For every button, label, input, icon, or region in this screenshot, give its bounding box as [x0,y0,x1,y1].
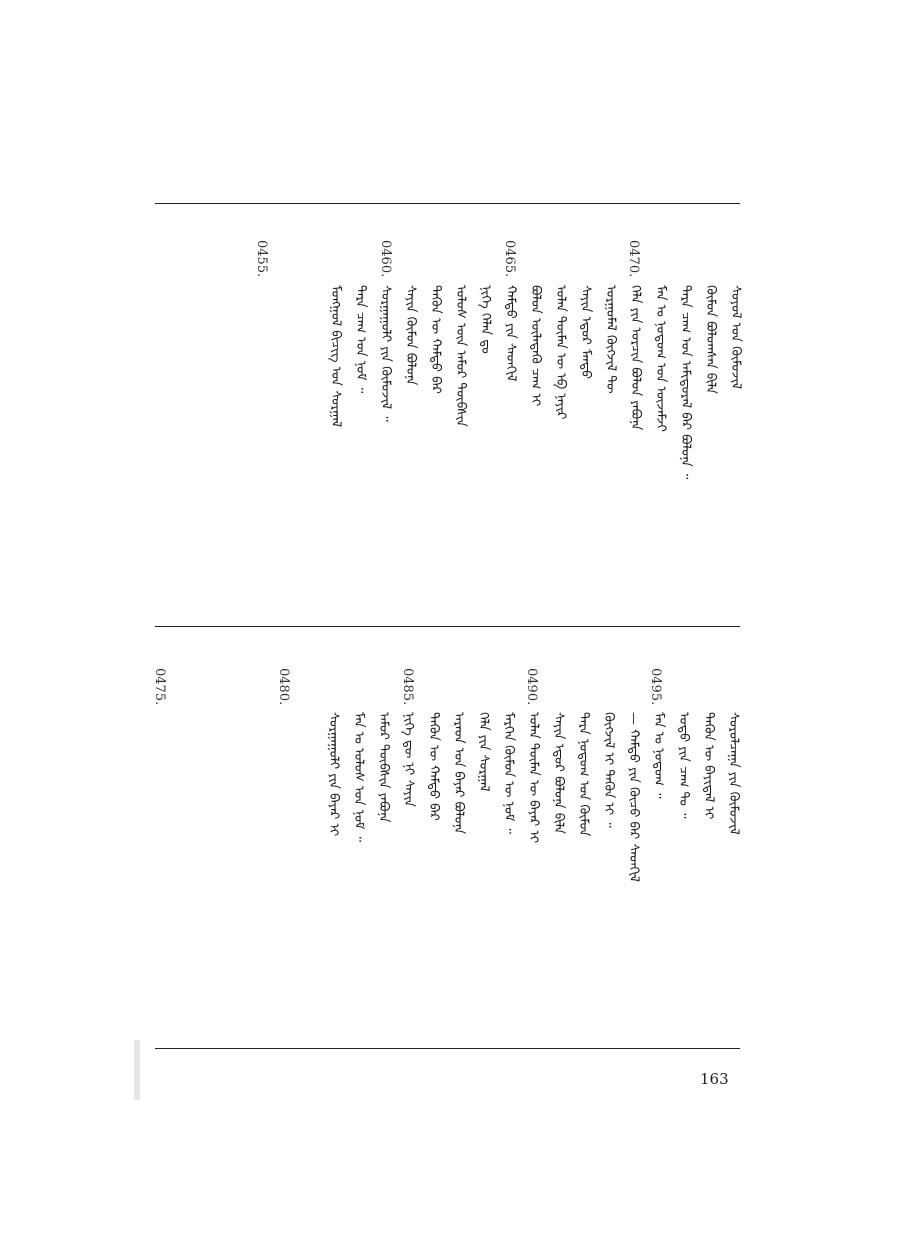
line-number: 0465. [502,240,517,278]
verse-line: ᠮᠣᠩᠭᠣᠯ ᠪᠢᠴᠢᠭ ᠤᠨ ᠰᠤᠷᠭᠠᠯ [328,285,343,428]
verse-line: ᠰᠣᠶᠣᠯ ᠤᠨ ᠬᠥᠮᠦᠵᠢᠯ [728,285,743,390]
line-number: 0455. [254,240,269,278]
verse-line: ᠠᠮᠤᠷ ᠲᠦᠪᠰᠢᠨ ᠶᠠᠪᠤᠨᠠ [376,712,391,823]
verse-line: ᠣᠳᠣ ᠶᠢᠨ ᠴᠠᠭ ᠲᠤ ᠃ [676,712,691,819]
verse-line: ᠤᠷᠭᠤᠮᠠᠯ ᠬᠥᠭᠵᠢᠯ ᠲᠦ [603,285,618,394]
line-number: 0475. [152,668,167,706]
page-number: 163 [700,1070,729,1088]
verse-line: ᠰᠤᠷᠭᠠᠭᠤᠯᠢ ᠶᠢᠨ ᠬᠥᠮᠦᠵᠢᠯ ᠃ [378,285,393,422]
line-number: 0470. [626,240,641,278]
verse-line: ᠲᠡᠭᠦᠨ ᠦ ᠬᠠᠮᠲᠤ ᠪᠡᠷ [428,285,443,394]
verse-line: ᠬᠡᠯᠡ ᠶᠢᠨ ᠣᠷᠴᠢᠨ ᠪᠣᠯᠤᠨ ᠶᠠᠪᠤᠨᠠ [628,285,643,431]
verse-line: ᠲᠡᠷᠡ ᠴᠠᠭ ᠤᠨ ᠨᠣᠮ ᠃ [353,285,368,394]
verse-line: ᠮᠠᠨ ᠤ ᠤᠯᠤᠰ ᠤᠨ ᠨᠣᠮ ᠃ [351,712,366,843]
verse-line: ᠪᠣᠯᠤᠨ ᠦᠯᠡᠳᠡᠬᠦ ᠴᠠᠭ ᠢ [528,285,543,407]
line-number: 0495. [648,668,663,706]
verse-line: ᠰᠠᠶᠢᠨ ᠡᠳᠦᠷ ᠪᠣᠯᠤᠨᠠ ᠪᠢᠯᠡ [551,712,566,834]
verse-line: ᠣᠯᠠᠨ ᠲᠦᠮᠡᠨ ᠦ ᠡᠪ ᠨᠠᠶᠢᠷ [553,285,568,420]
verse-line: ᠨᠢᠭᠡ ᠳᠦ ᠨᠢ ᠰᠠᠶᠢᠨ [401,712,416,807]
verse-line: ᠰᠤᠷᠤᠯᠴᠠᠭᠠ ᠶᠢᠨ ᠬᠥᠮᠦᠵᠢᠯ [726,712,741,835]
line-number: 0490. [524,668,539,706]
verse-line: ᠬᠠᠮᠲᠤ ᠶᠢᠨ ᠰᠡᠳᠬᠢᠯ [503,285,518,382]
verse-line: ᠲᠡᠷᠡ ᠨᠤᠲᠤᠭ ᠤᠨ ᠬᠦᠮᠦᠨ [576,712,591,837]
verse-line: ᠰᠠᠶᠢᠨ ᠡᠳᠦᠷ ᠮᠡᠨᠳᠦ [578,285,593,380]
verse-line: ᠬᠡᠯᠡ ᠶᠢᠨ ᠰᠤᠷᠭᠠᠯ [476,712,491,792]
verse-line: ᠲᠡᠷᠡ ᠴᠠᠭ ᠤᠨ ᠠᠮᠢᠳᠤᠷᠠᠯ ᠪᠠᠷ ᠪᠣᠯᠤᠨᠠ ᠃ [678,285,693,480]
verse-line: ᠲᠡᠭᠦᠨ ᠦ ᠪᠠᠶᠢᠳᠠᠯ ᠢ [701,712,716,820]
verse-line: ᠲᠡᠭᠦᠨ ᠦ ᠬᠠᠮᠲᠤ ᠪᠡᠷ [426,712,441,821]
verse-line: ᠮᠡᠷᠭᠡᠨ ᠬᠦᠮᠦᠨ ᠦ ᠨᠣᠮ ᠃ [501,712,516,834]
verse-line: ᠬᠥᠭᠵᠢᠯ ᠢ ᠲᠡᠭᠦᠨ ᠢ ᠃ [601,712,616,828]
verse-line: ᠰᠠᠶᠢᠨ ᠬᠦᠮᠦᠨ ᠪᠣᠯᠤᠨᠠ [403,285,418,386]
verse-line: ᠨᠢᠭᠡ ᠬᠡᠯᠡᠨ ᠳᠤ [478,285,493,354]
line-number: 0460. [378,240,393,278]
verse-line: ᠠᠷᠠᠳ ᠤᠨ ᠪᠠᠶᠠᠷ ᠪᠣᠯᠤᠨᠠ [451,712,466,835]
verse-line: ᠮᠠᠨ ᠤ ᠨᠤᠲᠤᠭ ᠤᠨ ᠦᠵᠡᠮᠵᠢ [653,285,668,432]
verse-line: ᠬᠦᠮᠦᠨ ᠪᠣᠯᠣᠭᠰᠠᠨ ᠪᠢᠯᠡ [703,285,718,394]
verse-line: ᠣᠯᠠᠨ ᠲᠦᠮᠡᠨ ᠦ ᠪᠠᠶᠠᠷ ᠢ [526,712,541,844]
verse-line: ᠤᠯᠤᠰ ᠦᠨ ᠠᠮᠤᠷ ᠲᠦᠪᠰᠢᠨ [453,285,468,427]
line-number: 0480. [276,668,291,706]
verse-line: — ᠬᠠᠮᠲᠤ ᠶᠢᠨ ᠬᠦᠴᠦ ᠪᠠᠷ ᠰᠡᠳᠬᠢᠯ [626,712,641,882]
verse-line: ᠰᠤᠷᠭᠠᠭᠤᠯᠢ ᠶᠢᠨ ᠪᠠᠶᠠᠷ ᠢ [326,712,341,837]
verse-line: ᠮᠠᠨ ᠤ ᠨᠤᠲᠤᠭ ᠃ [651,712,666,799]
line-number: 0485. [400,668,415,706]
